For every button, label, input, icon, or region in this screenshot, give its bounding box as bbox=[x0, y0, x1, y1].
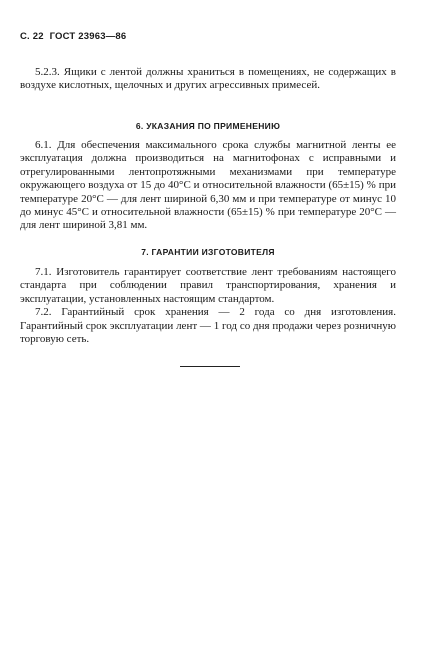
clause-7-1: 7.1. Изготовитель гарантирует соответствие лент требованиям настоящего стандарта при соблюдении правил транспортирования, хранения и эксплуатации, установленных настоящим стандартом. bbox=[20, 266, 396, 305]
clause-6-1: 6.1. Для обеспечения максимального срока службы магнитной ленты ее эксплуатация должна производиться на магнитофонах с исправными и отрегулированными лентопротяжными механизмами при температуре окружающего воздуха от 15 до 40°С и относительной влажности (65±15) % при температуре 20°С — для лент шириной 6,30 мм и при температуре от минус 10 до минус 45°С и относительной влажности (65±15) % при температуре 20°С — для лент шириной 3,81 мм. bbox=[20, 139, 396, 232]
clause-5-2-3: 5.2.3. Ящики с лентой должны храниться в помещениях, не содержащих в воздухе кислотных, щелочных и других агрессивных примесей. bbox=[20, 66, 396, 92]
page-number: С. 22 bbox=[20, 31, 44, 42]
clause-5-2-3-block bbox=[20, 66, 396, 93]
section-6-title: 6. УКАЗАНИЯ ПО ПРИМЕНЕНИЮ bbox=[135, 121, 281, 131]
section-7-clauses bbox=[20, 266, 396, 346]
standard-designation: ГОСТ 23963—86 bbox=[49, 31, 127, 42]
clause-6-1-block bbox=[20, 139, 396, 233]
end-rule bbox=[180, 366, 240, 367]
section-7-title: 7. ГАРАНТИИ ИЗГОТОВИТЕЛЯ bbox=[141, 247, 275, 257]
page-header bbox=[20, 31, 129, 42]
clause-7-2: 7.2. Гарантийный срок хранения — 2 года со дня изготовления. Гарантийный срок эксплуатации лент — 1 год со дня продажи через розничную торговую сеть. bbox=[20, 306, 396, 346]
